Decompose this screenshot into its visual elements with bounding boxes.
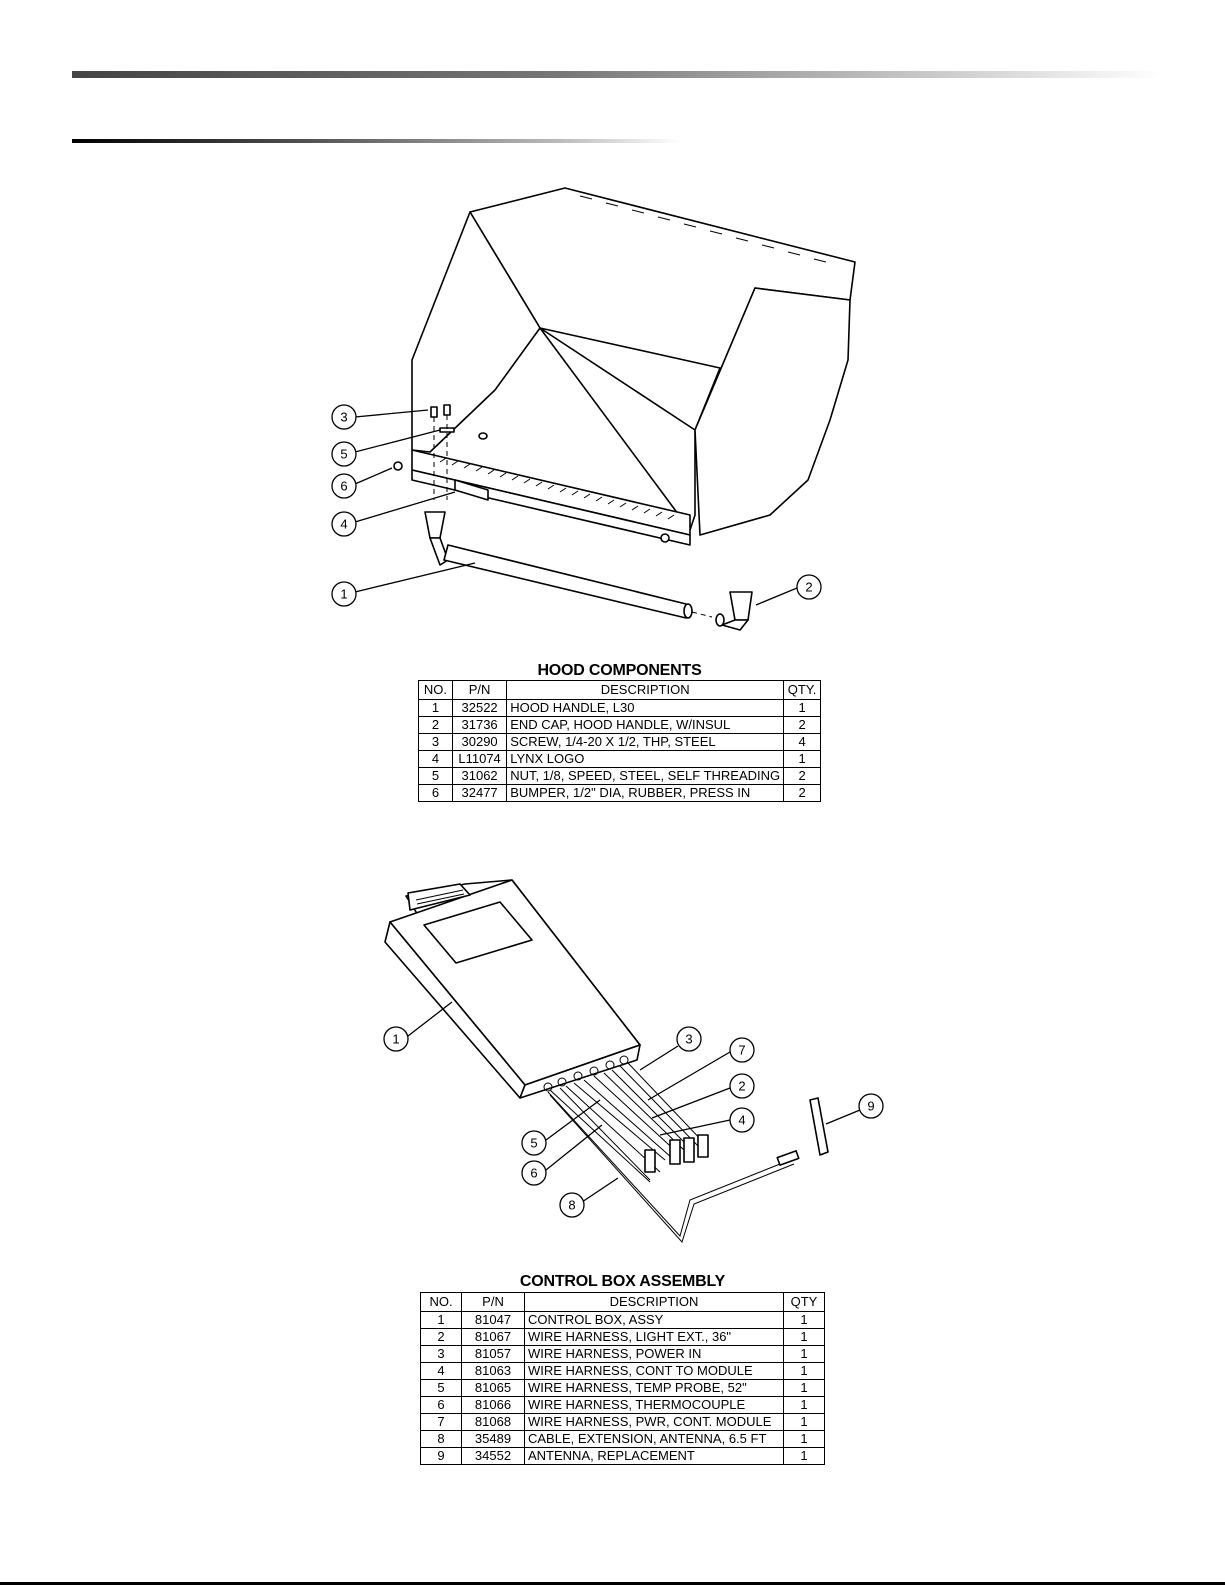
col-pn: P/N — [452, 681, 506, 700]
col-pn: P/N — [462, 1293, 525, 1312]
cell-no: 3 — [421, 1346, 462, 1363]
cell-description: CABLE, EXTENSION, ANTENNA, 6.5 FT — [525, 1431, 784, 1448]
col-description: DESCRIPTION — [525, 1293, 784, 1312]
cell-qty: 2 — [784, 717, 821, 734]
cell-no: 5 — [419, 768, 453, 785]
cell-qty: 1 — [784, 1346, 825, 1363]
cell-qty: 1 — [784, 1380, 825, 1397]
table-row — [421, 1329, 825, 1346]
col-no: NO. — [419, 681, 453, 700]
table-row — [421, 1363, 825, 1380]
table-row — [421, 1448, 825, 1465]
col-description: DESCRIPTION — [507, 681, 784, 700]
cell-pn: 32477 — [452, 785, 506, 802]
hood-components-title: HOOD COMPONENTS — [537, 662, 702, 679]
cell-description: END CAP, HOOD HANDLE, W/INSUL — [507, 717, 784, 734]
cell-qty: 1 — [784, 1431, 825, 1448]
callout-label: 4 — [738, 1112, 746, 1128]
cell-pn: 30290 — [452, 734, 506, 751]
callout-label: 1 — [392, 1031, 400, 1047]
table-header-row — [421, 1293, 825, 1312]
cell-no: 3 — [419, 734, 453, 751]
cell-pn: 81068 — [462, 1414, 525, 1431]
col-qty: QTY. — [784, 681, 821, 700]
cell-pn: 32522 — [452, 700, 506, 717]
control-box-table — [420, 1292, 825, 1465]
cell-no: 1 — [421, 1312, 462, 1329]
subheader-rule — [72, 139, 682, 143]
control-box-body — [385, 880, 640, 1098]
cell-qty: 1 — [784, 1397, 825, 1414]
callout-label: 7 — [738, 1042, 746, 1058]
cell-no: 8 — [421, 1431, 462, 1448]
header-rule — [72, 71, 1162, 78]
cell-pn: 35489 — [462, 1431, 525, 1448]
control-box-assembly-title: CONTROL BOX ASSEMBLY — [519, 1273, 726, 1290]
cell-qty: 1 — [784, 751, 821, 768]
callout-label: 3 — [685, 1031, 693, 1047]
table-row — [419, 751, 821, 768]
table-row — [419, 785, 821, 802]
cell-description: CONTROL BOX, ASSY — [525, 1312, 784, 1329]
cell-no: 9 — [421, 1448, 462, 1465]
table-row — [421, 1414, 825, 1431]
callout-label: 2 — [738, 1078, 746, 1094]
callout-label: 2 — [805, 579, 813, 595]
callout-label: 9 — [867, 1098, 875, 1114]
control-box-exploded-drawing — [0, 870, 1225, 1260]
cell-description: WIRE HARNESS, LIGHT EXT., 36" — [525, 1329, 784, 1346]
cell-description: WIRE HARNESS, TEMP PROBE, 52" — [525, 1380, 784, 1397]
cell-pn: 81063 — [462, 1363, 525, 1380]
cell-qty: 2 — [784, 768, 821, 785]
cell-pn: 34552 — [462, 1448, 525, 1465]
cell-qty: 1 — [784, 1414, 825, 1431]
cell-description: NUT, 1/8, SPEED, STEEL, SELF THREADING — [507, 768, 784, 785]
cell-no: 6 — [419, 785, 453, 802]
cell-no: 6 — [421, 1397, 462, 1414]
cell-no: 1 — [419, 700, 453, 717]
table-header-row — [419, 681, 821, 700]
hood-exploded-drawing — [0, 180, 1225, 650]
callout-label: 4 — [340, 516, 348, 532]
hood-components-table — [418, 680, 821, 802]
cell-pn: 31736 — [452, 717, 506, 734]
callout-label: 6 — [530, 1165, 538, 1181]
callout-label: 8 — [568, 1197, 576, 1213]
cell-description: HOOD HANDLE, L30 — [507, 700, 784, 717]
callout-label: 5 — [530, 1135, 538, 1151]
cell-pn: 81065 — [462, 1380, 525, 1397]
cell-no: 4 — [419, 751, 453, 768]
cell-no: 4 — [421, 1363, 462, 1380]
cell-pn: 81047 — [462, 1312, 525, 1329]
callout-label: 1 — [340, 586, 348, 602]
cell-description: LYNX LOGO — [507, 751, 784, 768]
wire-harnesses — [548, 1063, 828, 1242]
col-qty: QTY — [784, 1293, 825, 1312]
table-row — [421, 1346, 825, 1363]
cell-pn: L11074 — [452, 751, 506, 768]
cell-pn: 31062 — [452, 768, 506, 785]
table-row — [419, 768, 821, 785]
cell-no: 2 — [421, 1329, 462, 1346]
table-row — [419, 734, 821, 751]
table-row — [421, 1431, 825, 1448]
cell-no: 2 — [419, 717, 453, 734]
table-row — [421, 1312, 825, 1329]
table-row — [419, 717, 821, 734]
cell-pn: 81066 — [462, 1397, 525, 1414]
cell-description: BUMPER, 1/2" DIA, RUBBER, PRESS IN — [507, 785, 784, 802]
cell-description: WIRE HARNESS, POWER IN — [525, 1346, 784, 1363]
cell-no: 7 — [421, 1414, 462, 1431]
cell-qty: 1 — [784, 1448, 825, 1465]
table-row — [421, 1380, 825, 1397]
cell-pn: 81057 — [462, 1346, 525, 1363]
cell-qty: 1 — [784, 700, 821, 717]
cell-qty: 1 — [784, 1329, 825, 1346]
callout-label: 6 — [340, 478, 348, 494]
table-row — [419, 700, 821, 717]
cell-qty: 2 — [784, 785, 821, 802]
table-row — [421, 1397, 825, 1414]
cell-qty: 1 — [784, 1312, 825, 1329]
cell-description: WIRE HARNESS, THERMOCOUPLE — [525, 1397, 784, 1414]
cell-description: ANTENNA, REPLACEMENT — [525, 1448, 784, 1465]
cell-qty: 4 — [784, 734, 821, 751]
cell-description: SCREW, 1/4-20 X 1/2, THP, STEEL — [507, 734, 784, 751]
cell-description: WIRE HARNESS, CONT TO MODULE — [525, 1363, 784, 1380]
cell-description: WIRE HARNESS, PWR, CONT. MODULE — [525, 1414, 784, 1431]
cell-no: 5 — [421, 1380, 462, 1397]
col-no: NO. — [421, 1293, 462, 1312]
cell-pn: 81067 — [462, 1329, 525, 1346]
callout-label: 5 — [340, 446, 348, 462]
cell-qty: 1 — [784, 1363, 825, 1380]
callout-label: 3 — [340, 409, 348, 425]
